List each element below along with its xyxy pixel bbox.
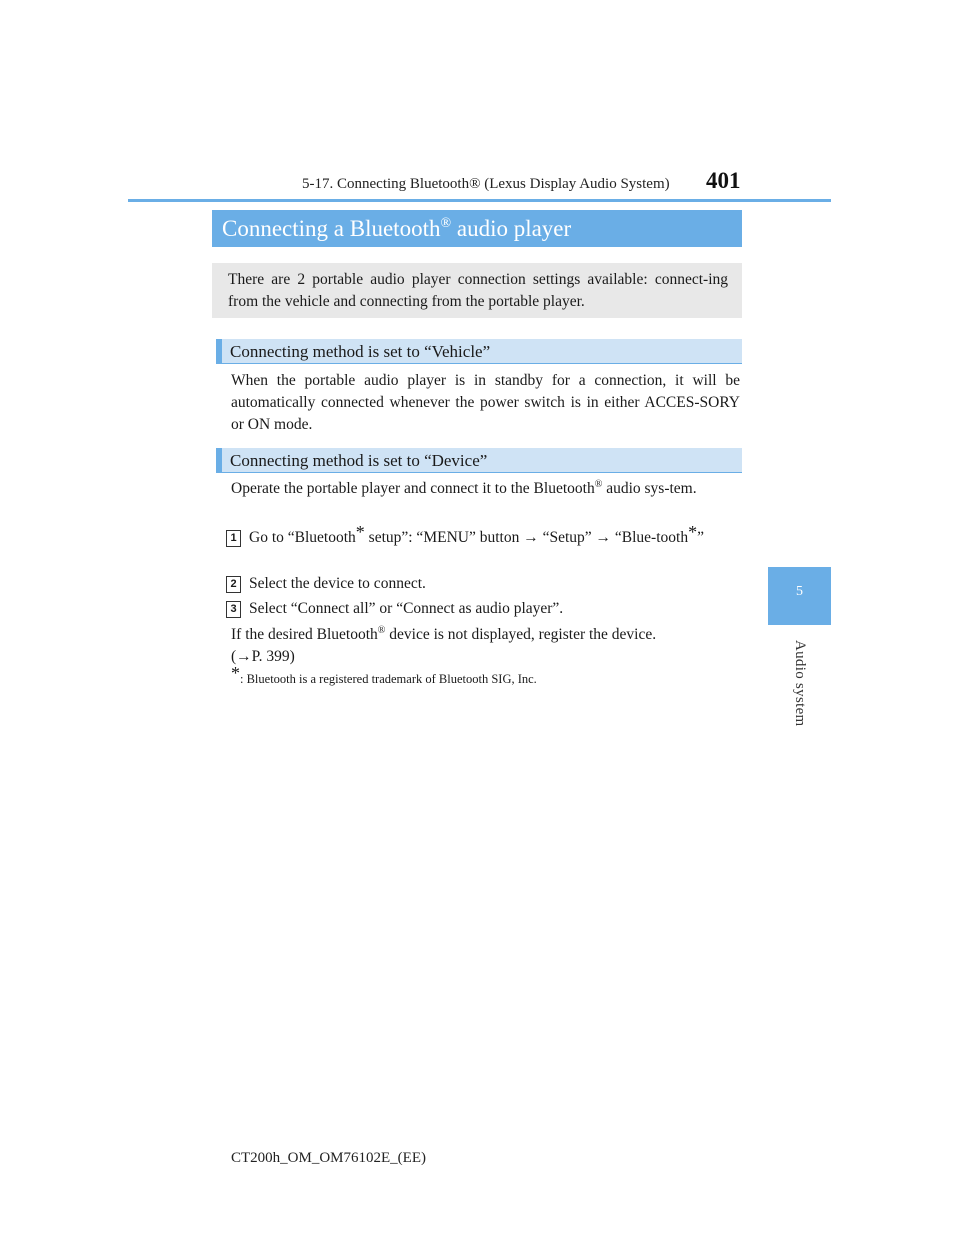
page-reference: (→P. 399): [231, 648, 295, 665]
vehicle-heading: Connecting method is set to “Vehicle”: [216, 339, 742, 364]
intro-box: There are 2 portable audio player connection settings available: connect-ing from the vehicle and connecting from the portable player.: [212, 263, 742, 318]
footnote-text: : Bluetooth is a registered trademark of Bluetooth SIG, Inc.: [240, 672, 537, 686]
header-rule: [128, 199, 831, 202]
footnote: [231, 663, 537, 687]
step-number-badge: 3: [226, 601, 241, 618]
registered-mark: ®: [377, 625, 386, 636]
register-note: [231, 624, 740, 668]
device-paragraph: [231, 478, 740, 500]
step-text: Select the device to connect.: [249, 575, 426, 592]
running-header: 5-17. Connecting Bluetooth® (Lexus Display Audio System): [302, 176, 670, 192]
section-title-text: Connecting a Bluetooth: [222, 216, 441, 241]
section-title: [212, 210, 742, 247]
registered-mark: ®: [594, 479, 603, 490]
asterisk-icon: *: [231, 663, 240, 683]
step-2: [226, 573, 746, 595]
device-text-b: audio sys-tem.: [602, 480, 697, 497]
step-text: Select “Connect all” or “Connect as audio player”.: [249, 600, 564, 617]
chapter-number: 5: [796, 584, 803, 599]
step-text: [249, 522, 746, 549]
section-title-tail: audio player: [451, 216, 572, 241]
device-heading: Connecting method is set to “Device”: [216, 448, 742, 473]
step-1: [226, 522, 746, 549]
step-text-a: Go to “Bluetooth: [249, 529, 356, 546]
registered-mark: ®: [440, 216, 452, 231]
register-note-b: device is not displayed, register the device.: [385, 626, 657, 643]
step-text-b: setup”: “MENU” button → “Setup” → “Blue-tooth: [364, 529, 689, 546]
asterisk-icon: *: [688, 522, 698, 542]
register-note-a: If the desired Bluetooth: [231, 626, 378, 643]
step-3: [226, 598, 746, 620]
chapter-title: [768, 640, 831, 735]
device-text-a: Operate the portable player and connect it to the Bluetooth: [231, 480, 595, 497]
step-text-c: ”: [697, 529, 704, 546]
step-number-badge: 2: [226, 576, 241, 593]
asterisk-icon: *: [355, 522, 365, 542]
step-number-badge: 1: [226, 530, 241, 547]
vehicle-paragraph: When the portable audio player is in standby for a connection, it will be automatically connected whenever the power switch is in either ACCES-SORY or ON mode.: [231, 372, 740, 433]
page-number: 401: [706, 168, 741, 193]
chapter-title-text: Audio system: [792, 640, 808, 727]
document-code: CT200h_OM_OM76102E_(EE): [231, 1150, 426, 1166]
